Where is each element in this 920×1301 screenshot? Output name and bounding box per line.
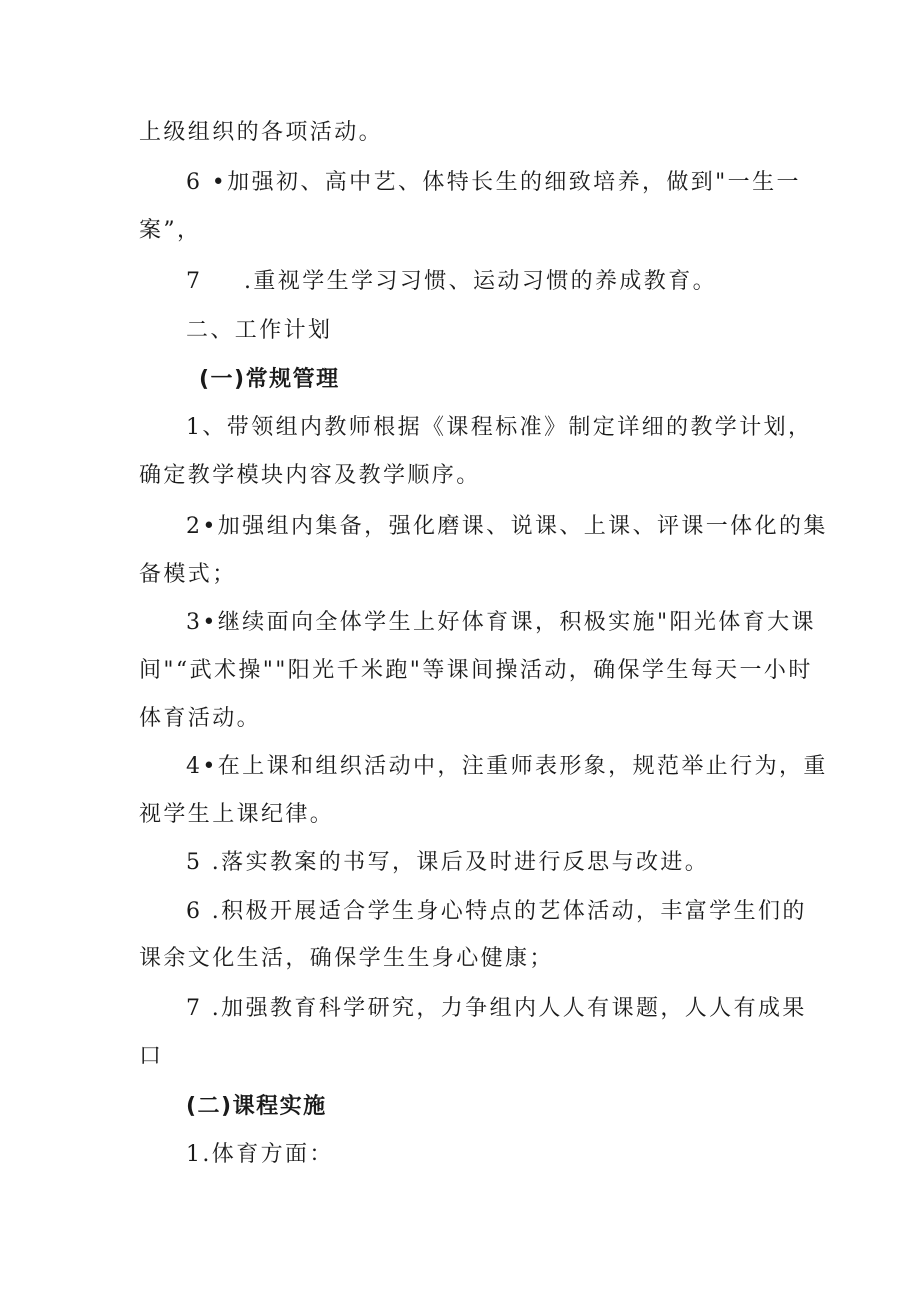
text-line: 体育活动。 xyxy=(139,706,262,731)
text-line: 上级组织的各项活动。 xyxy=(139,120,384,145)
text-line: 3•继续面向全体学生上好体育课，积极实施"阳光体育大课 xyxy=(186,610,816,635)
text-line: 6 •加强初、高中艺、体特长生的细致培养，做到"一生一 xyxy=(186,170,801,195)
text-line: 确定教学模块内容及教学顺序。 xyxy=(139,463,481,488)
text-line: 1、带领组内教师根据《课程标准》制定详细的教学计划， xyxy=(186,415,813,440)
text-line: .重视学生学习习惯、运动习惯的养成教育。 xyxy=(244,269,717,294)
text-line: 4•在上课和组织活动中，注重师表形象，规范举止行为，重 xyxy=(186,754,828,779)
section-heading: 二、工作计划 xyxy=(186,318,333,343)
text-line: 课余文化生活，确保学生生身心健康； xyxy=(139,946,554,971)
subsection-heading: (二)课程实施 xyxy=(186,1094,327,1119)
text-line: 口 xyxy=(139,1044,164,1069)
text-line: 5 .落实教案的书写，课后及时进行反思与改进。 xyxy=(186,850,710,875)
text-line: 备模式； xyxy=(139,562,237,587)
text-line: 案”， xyxy=(139,218,202,243)
text-line: 视学生上课纪律。 xyxy=(139,802,335,827)
text-line: 7 .加强教育科学研究，力争组内人人有课题，人人有成果 xyxy=(186,996,807,1021)
text-line: 1.体育方面： xyxy=(186,1142,334,1167)
subsection-heading: (一)常规管理 xyxy=(199,367,340,392)
text-line: 间"“武术操""阳光千米跑"等课间操活动，确保学生每天一小时 xyxy=(139,658,813,683)
text-line: 6 .积极开展适合学生身心特点的艺体活动，丰富学生们的 xyxy=(186,899,807,924)
text-line: 2•加强组内集备，强化磨课、说课、上课、评课一体化的集 xyxy=(186,514,828,539)
list-number: 7 xyxy=(186,269,203,294)
